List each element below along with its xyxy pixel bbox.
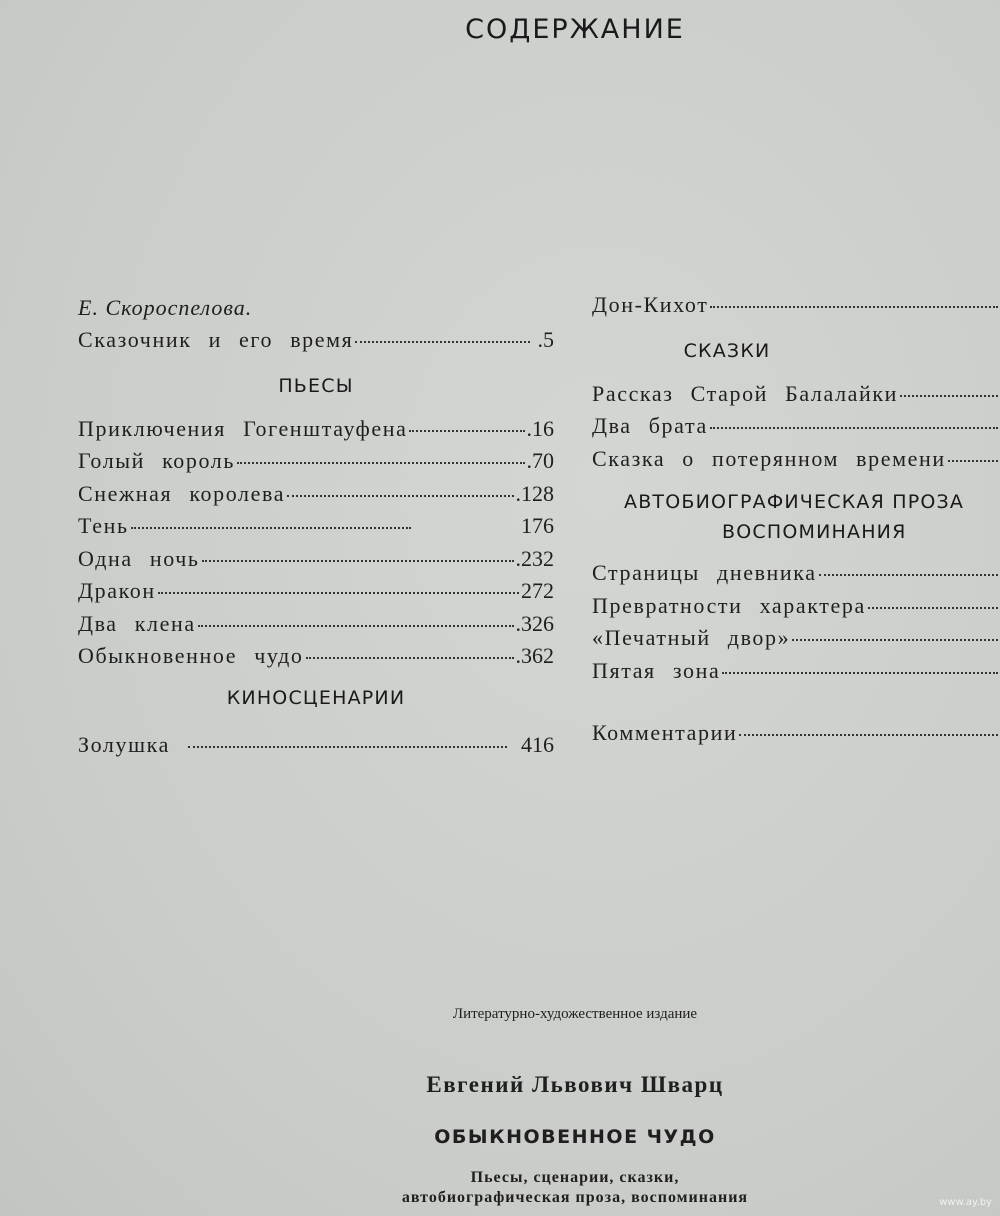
edition-type: Литературно-художественное издание	[452, 1006, 698, 1022]
dot-leader	[819, 574, 998, 576]
dot-leader	[409, 430, 524, 432]
section-heading-prose-line2: ВОСПОМИНАНИЯ	[722, 521, 907, 543]
toc-entry-title: Сказка о потерянном времени	[592, 445, 946, 471]
book-author: Евгений Львович Шварц	[426, 1072, 724, 1097]
toc-entry	[78, 640, 554, 673]
dot-leader	[792, 639, 998, 641]
toc-entry-title: Рассказ Старой Балалайки	[592, 380, 899, 406]
toc-entry	[592, 655, 1000, 688]
section-heading-prose-line1: АВТОБИОГРАФИЧЕСКАЯ ПРОЗА	[624, 491, 965, 513]
toc-entry-title: Голый король	[78, 448, 236, 473]
toc-entry-title: «Печатный двор»	[592, 625, 791, 650]
toc-entry	[78, 413, 554, 446]
toc-entry-page: .5	[537, 327, 554, 352]
toc-entry-comments	[592, 717, 1000, 750]
toc-entry-title: Обыкновенное чудо	[78, 643, 304, 668]
toc-entry-title: Страницы дневника	[592, 560, 817, 585]
dot-leader	[722, 672, 998, 674]
dot-leader	[710, 427, 998, 429]
dot-leader	[948, 460, 998, 462]
toc-entry-intro	[78, 324, 554, 357]
toc-entry	[592, 590, 1000, 623]
toc-entry	[78, 729, 554, 762]
toc-entry-page: .326	[515, 610, 554, 636]
toc-right-column	[592, 289, 1000, 750]
dot-leader	[198, 625, 514, 627]
toc-entry-title: Два брата	[592, 413, 708, 438]
dot-leader	[900, 395, 998, 397]
toc-entry	[78, 608, 554, 641]
toc-entry-page: 272	[521, 578, 554, 603]
dot-leader	[188, 746, 507, 748]
toc-entry	[592, 410, 1000, 443]
toc-entry-page: .70	[526, 448, 554, 473]
intro-author: Е. Скороспелова.	[78, 295, 253, 320]
section-heading-tales: СКАЗКИ	[683, 339, 771, 362]
book-subtitle	[0, 1168, 1000, 1208]
toc-entry-title: Одна ночь	[78, 545, 200, 571]
dot-leader	[237, 462, 524, 464]
toc-entry-page: .16	[526, 415, 554, 441]
dot-leader	[739, 734, 998, 736]
dot-leader	[868, 607, 998, 609]
toc-entry-page: 176	[521, 513, 554, 538]
site-watermark: www.ay.by	[939, 1197, 992, 1208]
toc-entry-title: Дон-Кихот	[592, 292, 709, 317]
dot-leader	[306, 657, 514, 659]
toc-entry-title: Золушка	[78, 731, 170, 757]
toc-entry-title: Дракон	[78, 578, 156, 603]
toc-entry	[78, 575, 554, 608]
section-heading-plays: ПЬЕСЫ	[278, 374, 354, 397]
toc-entry-page: 416	[521, 731, 554, 757]
toc-entry-page: .362	[515, 643, 554, 668]
toc-left-column	[78, 292, 554, 761]
dot-leader	[202, 560, 514, 562]
section-heading-prose	[592, 487, 1000, 547]
toc-entry	[592, 378, 1000, 411]
toc-entry	[78, 478, 554, 511]
toc-entry-title: Тень	[78, 513, 129, 538]
dot-leader	[131, 527, 411, 529]
toc-entry	[592, 622, 1000, 655]
section-heading-screenplays: КИНОСЦЕНАРИИ	[226, 686, 406, 709]
toc-entry	[592, 289, 1000, 322]
toc-entry	[592, 443, 1000, 476]
book-subtitle-line2: автобиографическая проза, воспоминания	[401, 1189, 749, 1206]
page-title: СОДЕРЖАНИЕ	[465, 14, 685, 45]
toc-entry-page: .232	[515, 545, 554, 571]
book-subtitle-line1: Пьесы, сценарии, сказки,	[470, 1169, 680, 1186]
toc-entry-title: Сказочник и его время	[78, 327, 354, 352]
toc-entry-page: .128	[515, 480, 554, 506]
dot-leader	[287, 495, 513, 497]
toc-entry	[78, 445, 554, 478]
toc-entry-title: Два клена	[78, 610, 196, 636]
toc-entry-title: Превратности характера	[592, 592, 866, 618]
toc-entry-title: Пятая зона	[592, 657, 721, 683]
toc-entry-title: Приключения Гогенштауфена	[78, 415, 408, 441]
toc-entry-title: Снежная королева	[78, 480, 286, 506]
toc-entry-title: Комментарии	[592, 720, 738, 745]
dot-leader	[355, 341, 530, 343]
toc-entry	[78, 510, 554, 543]
dot-leader	[158, 592, 519, 594]
dot-leader	[710, 306, 998, 308]
toc-entry	[592, 557, 1000, 590]
book-title: ОБЫКНОВЕННОЕ ЧУДО	[434, 1126, 716, 1148]
toc-entry	[78, 543, 554, 576]
